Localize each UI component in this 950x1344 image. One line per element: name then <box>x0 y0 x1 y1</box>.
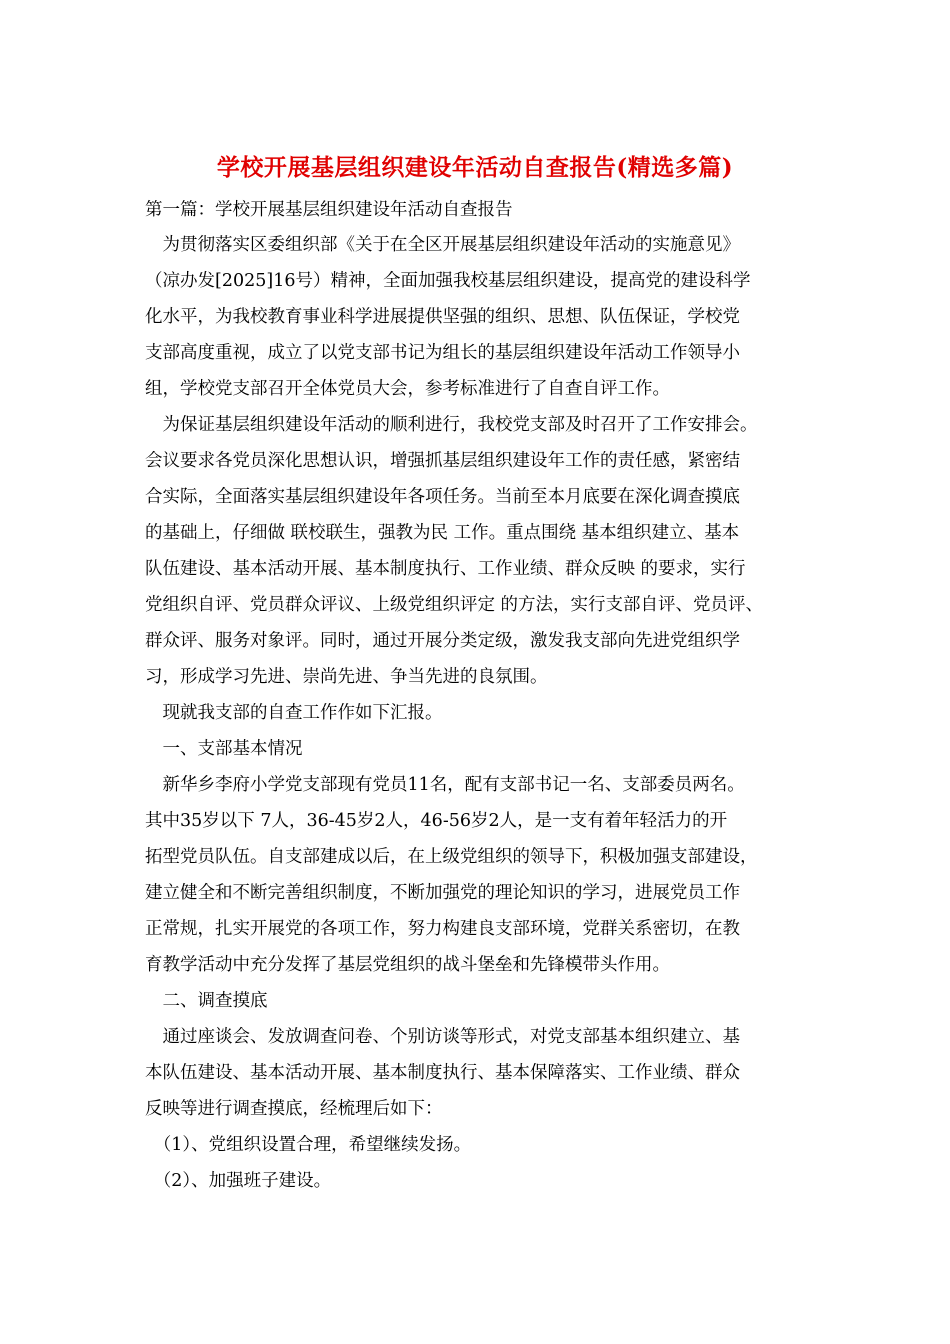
paragraph-line: 现就我支部的自查工作作如下汇报。 <box>145 703 443 723</box>
paragraph-line: 本队伍建设、基本活动开展、基本制度执行、基本保障落实、工作业绩、群众 <box>145 1063 740 1083</box>
paragraph-line: 拓型党员队伍。自支部建成以后，在上级党组织的领导下，积极加强支部建设， <box>145 847 758 867</box>
section-heading-survey: 二、调查摸底 <box>145 991 268 1011</box>
paragraph-line: 其中35岁以下 7人，36-45岁2人，46-56岁2人，是一支有着年轻活力的开 <box>145 811 728 831</box>
paragraph-line: 反映等进行调查摸底，经梳理后如下： <box>145 1099 443 1119</box>
paragraph-line: 支部高度重视，成立了以党支部书记为组长的基层组织建设年活动工作领导小 <box>145 343 740 363</box>
list-item: （1）、党组织设置合理，希望继续发扬。 <box>145 1135 472 1155</box>
paragraph-line: 组，学校党支部召开全体党员大会，参考标准进行了自查自评工作。 <box>145 379 670 399</box>
paragraph-line: 党组织自评、党员群众评议、上级党组织评定 的方法，实行支部自评、党员评、 <box>145 595 764 615</box>
paragraph-line: 为贯彻落实区委组织部《关于在全区开展基层组织建设年活动的实施意见》 <box>145 235 740 255</box>
paragraph-line: 育教学活动中充分发挥了基层党组织的战斗堡垒和先锋模带头作用。 <box>145 955 670 975</box>
section-heading-basic-info: 一、支部基本情况 <box>145 739 303 759</box>
paragraph-line: 化水平，为我校教育事业科学进展提供坚强的组织、思想、队伍保证，学校党 <box>145 307 740 327</box>
list-item: （2）、加强班子建设。 <box>145 1171 332 1191</box>
paragraph-line: 正常规，扎实开展党的各项工作，努力构建良支部环境，党群关系密切，在教 <box>145 919 740 939</box>
paragraph-line: 习，形成学习先进、崇尚先进、争当先进的良氛围。 <box>145 667 548 687</box>
paragraph-line: 合实际，全面落实基层组织建设年各项任务。当前至本月底要在深化调查摸底 <box>145 487 740 507</box>
paragraph-line: 新华乡李府小学党支部现有党员11名，配有支部书记一名、支部委员两名。 <box>145 775 745 795</box>
paragraph-line: 的基础上，仔细做 联校联生，强教为民 工作。重点围绕 基本组织建立、基本 <box>145 523 740 543</box>
paragraph-line: 群众评、服务对象评。同时，通过开展分类定级，激发我支部向先进党组织学 <box>145 631 740 651</box>
paragraph-line: 建立健全和不断完善组织制度，不断加强党的理论知识的学习，进展党员工作 <box>145 883 740 903</box>
document-title: 学校开展基层组织建设年活动自查报告(精选多篇) <box>216 154 734 181</box>
paragraph-line: 队伍建设、基本活动开展、基本制度执行、工作业绩、群众反映 的要求，实行 <box>145 559 746 579</box>
paragraph-line: 会议要求各党员深化思想认识，增强抓基层组织建设年工作的责任感，紧密结 <box>145 451 740 471</box>
paragraph-line: （凉办发[2025]16号）精神，全面加强我校基层组织建设，提高党的建设科学 <box>145 271 751 291</box>
paragraph-line: 为保证基层组织建设年活动的顺利进行，我校党支部及时召开了工作安排会。 <box>145 415 758 435</box>
section-heading-part-one: 第一篇：学校开展基层组织建设年活动自查报告 <box>145 200 513 220</box>
paragraph-line: 通过座谈会、发放调查问卷、个别访谈等形式，对党支部基本组织建立、基 <box>145 1027 740 1047</box>
